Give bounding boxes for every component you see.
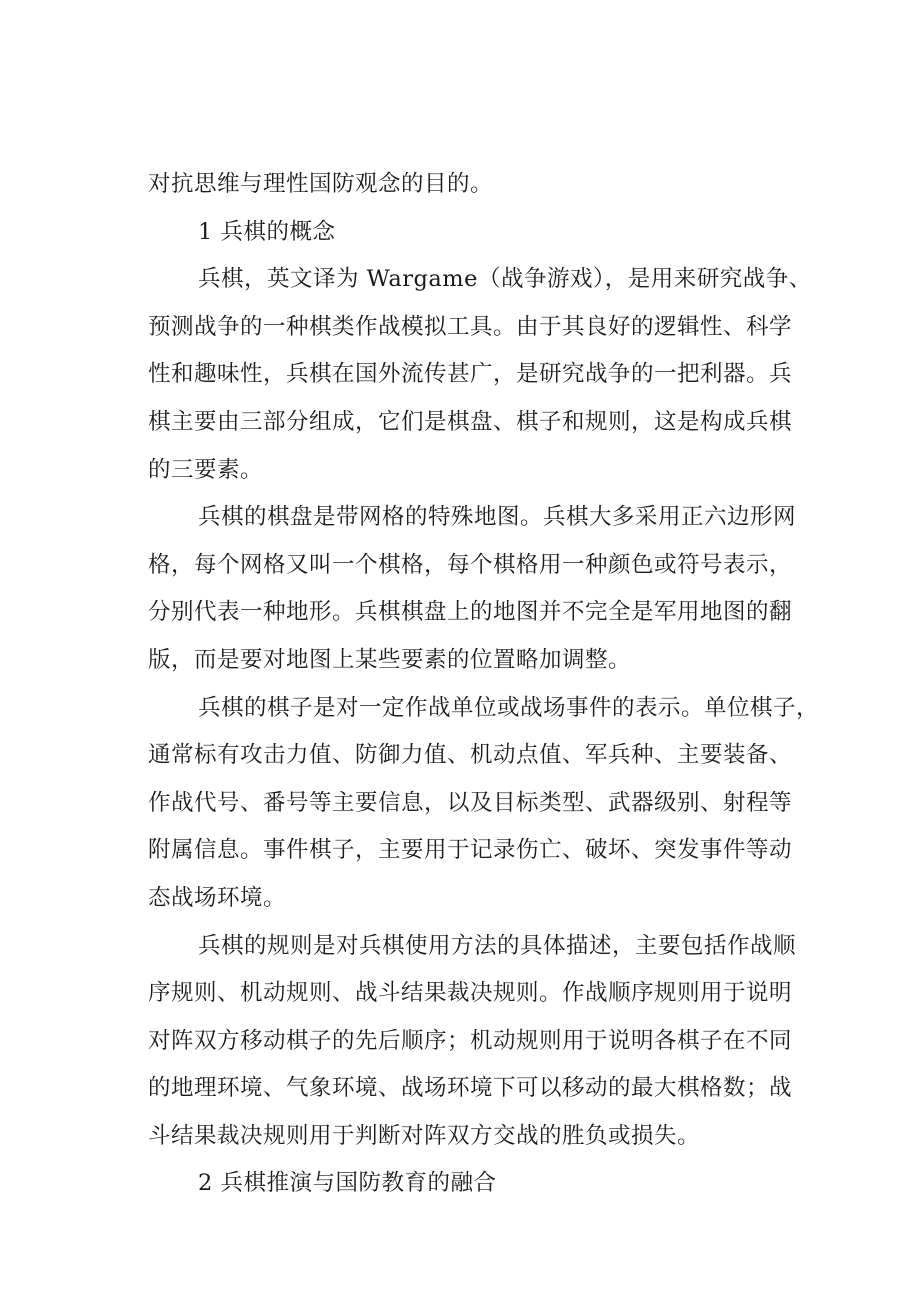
section-heading-1: 1 兵棋的概念: [198, 218, 336, 245]
body-text-line: 预测战争的一种棋类作战模拟工具。由于其良好的逻辑性、科学: [148, 313, 793, 340]
body-text-line: 兵棋的棋盘是带网格的特殊地图。兵棋大多采用正六边形网: [198, 504, 797, 531]
body-text-line: 棋主要由三部分组成，它们是棋盘、棋子和规则，这是构成兵棋: [148, 408, 793, 435]
body-text-line: 序规则、机动规则、战斗结果裁决规则。作战顺序规则用于说明: [148, 980, 793, 1007]
body-text-line: 格，每个网格又叫一个棋格，每个棋格用一种颜色或符号表示，: [148, 551, 793, 578]
body-text-line: 对抗思维与理性国防观念的目的。: [148, 171, 494, 197]
body-text-line: 性和趣味性，兵棋在国外流传甚广，是研究战争的一把利器。兵: [148, 361, 793, 388]
section-heading-2: 2 兵棋推演与国防教育的融合: [198, 1170, 497, 1197]
body-text-line: 的三要素。: [148, 456, 264, 483]
body-text-line: 对阵双方移动棋子的先后顺序；机动规则用于说明各棋子在不同: [148, 1027, 793, 1054]
body-text-line: 兵棋的棋子是对一定作战单位或战场事件的表示。单位棋子，: [198, 694, 820, 721]
body-text-line: 作战代号、番号等主要信息，以及目标类型、武器级别、射程等: [148, 789, 793, 816]
body-text-line: 兵棋的规则是对兵棋使用方法的具体描述，主要包括作战顺: [198, 932, 797, 959]
body-text-line: 分别代表一种地形。兵棋棋盘上的地图并不完全是军用地图的翻: [148, 599, 793, 626]
body-text-line: 斗结果裁决规则用于判断对阵双方交战的胜负或损失。: [148, 1122, 701, 1149]
document-page: [148, 161, 820, 1208]
body-text-line: 附属信息。事件棋子，主要用于记录伤亡、破坏、突发事件等动: [148, 837, 793, 864]
body-text-line: 版，而是要对地图上某些要素的位置略加调整。: [148, 646, 632, 673]
body-text-line: 通常标有攻击力值、防御力值、机动点值、军兵种、主要装备、: [148, 742, 793, 769]
body-text-line: 态战场环境。: [148, 884, 287, 911]
body-text-line: 的地理环境、气象环境、战场环境下可以移动的最大棋格数；战: [148, 1075, 793, 1102]
body-text-line: 兵棋，英文译为 Wargame（战争游戏），是用来研究战争、: [198, 266, 812, 293]
